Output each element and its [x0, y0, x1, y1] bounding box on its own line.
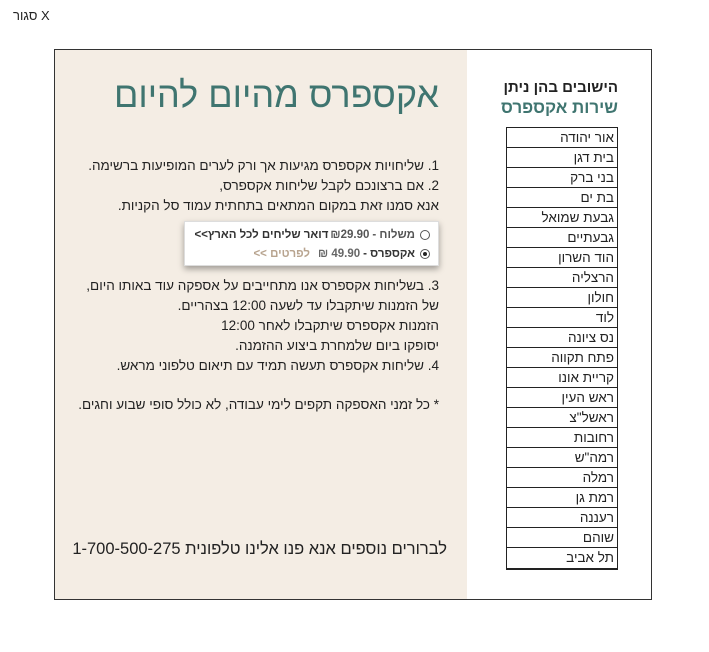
city-row: לוד — [507, 308, 617, 328]
info-line: יסופקו ביום שלמחרת ביצוע ההזמנה. — [235, 338, 439, 353]
option-price: 49.90 ₪ — [317, 247, 361, 260]
city-row: שוהם — [507, 528, 617, 548]
city-row: ראש העין — [507, 388, 617, 408]
city-row: תל אביב — [566, 550, 614, 565]
option-label: אקספרס - — [363, 247, 415, 260]
radio-express[interactable] — [420, 249, 430, 259]
info-line: 2. אם ברצונכם לקבל שליחות אקספרס, — [219, 178, 439, 193]
city-row: רמה"ש — [507, 448, 617, 468]
city-row: אור יהודה — [507, 128, 617, 148]
city-row: קריית אונו — [507, 368, 617, 388]
info-line: 4. שליחות אקספרס תעשה תמיד עם תיאום טלפוני מראש. — [116, 358, 439, 373]
city-row: ראשל"צ — [507, 408, 617, 428]
info-line: 3. בשליחות אקספרס אנו מתחייבים על אספקה עוד באותו היום, — [86, 278, 439, 293]
page-title: אקספרס מהיום להיום — [113, 74, 439, 115]
info-line: אנא סמנו זאת במקום המתאים בתחתית עמוד סל הקניות. — [117, 198, 439, 213]
city-row: הרצליה — [507, 268, 617, 288]
info-line: הזמנות אקספרס שיתקבלו לאחר 12:00 — [221, 318, 439, 333]
cities-title-line2: שירות אקספרס — [501, 98, 618, 117]
info-list-bottom — [69, 276, 439, 376]
city-row: רחובות — [507, 428, 617, 448]
contact-phone: לברורים נוספים אנא פנו אלינו טלפונית 1-700-500-275 — [72, 540, 447, 558]
delivery-note: * כל זמני האספקה תקפים לימי עבודה, לא כולל סופי שבוע וחגים. — [78, 397, 439, 412]
city-row: נס ציונה — [507, 328, 617, 348]
express-details-link[interactable]: לפרטים >> — [253, 247, 310, 260]
shipping-option-express[interactable] — [193, 244, 430, 263]
cities-title-line1: הישובים בהן ניתן — [503, 79, 618, 96]
city-row: בת ים — [507, 188, 617, 208]
city-row: רעננה — [507, 508, 617, 528]
cities-sidebar — [465, 50, 651, 599]
courier-details-link[interactable]: דואר שליחים לכל הארץ>> — [194, 228, 329, 241]
shipping-option-courier[interactable] — [193, 225, 430, 244]
city-row: גבעת שמואל — [507, 208, 617, 228]
option-price: ₪29.90 — [330, 228, 370, 241]
city-row: הוד השרון — [507, 248, 617, 268]
express-info-panel — [54, 49, 652, 600]
shipping-options-box — [184, 221, 439, 266]
cities-table — [506, 127, 618, 570]
info-list-top — [69, 156, 439, 216]
city-row: רמת גן — [507, 488, 617, 508]
city-row: בני ברק — [507, 168, 617, 188]
city-row: רמלה — [507, 468, 617, 488]
city-row: חולון — [507, 288, 617, 308]
city-row: פתח תקווה — [507, 348, 617, 368]
city-row: בית דגן — [507, 148, 617, 168]
main-content — [55, 50, 467, 599]
option-label: משלוח - — [372, 228, 415, 241]
info-line: של הזמנות שיתקבלו עד לשעה 12:00 בצהריים. — [177, 298, 439, 313]
city-row: גבעתיים — [507, 228, 617, 248]
info-line: 1. שליחויות אקספרס מגיעות אך ורק לערים המופיעות ברשימה. — [88, 158, 439, 173]
close-button[interactable]: סגור X — [13, 8, 50, 23]
radio-courier[interactable] — [420, 230, 430, 240]
